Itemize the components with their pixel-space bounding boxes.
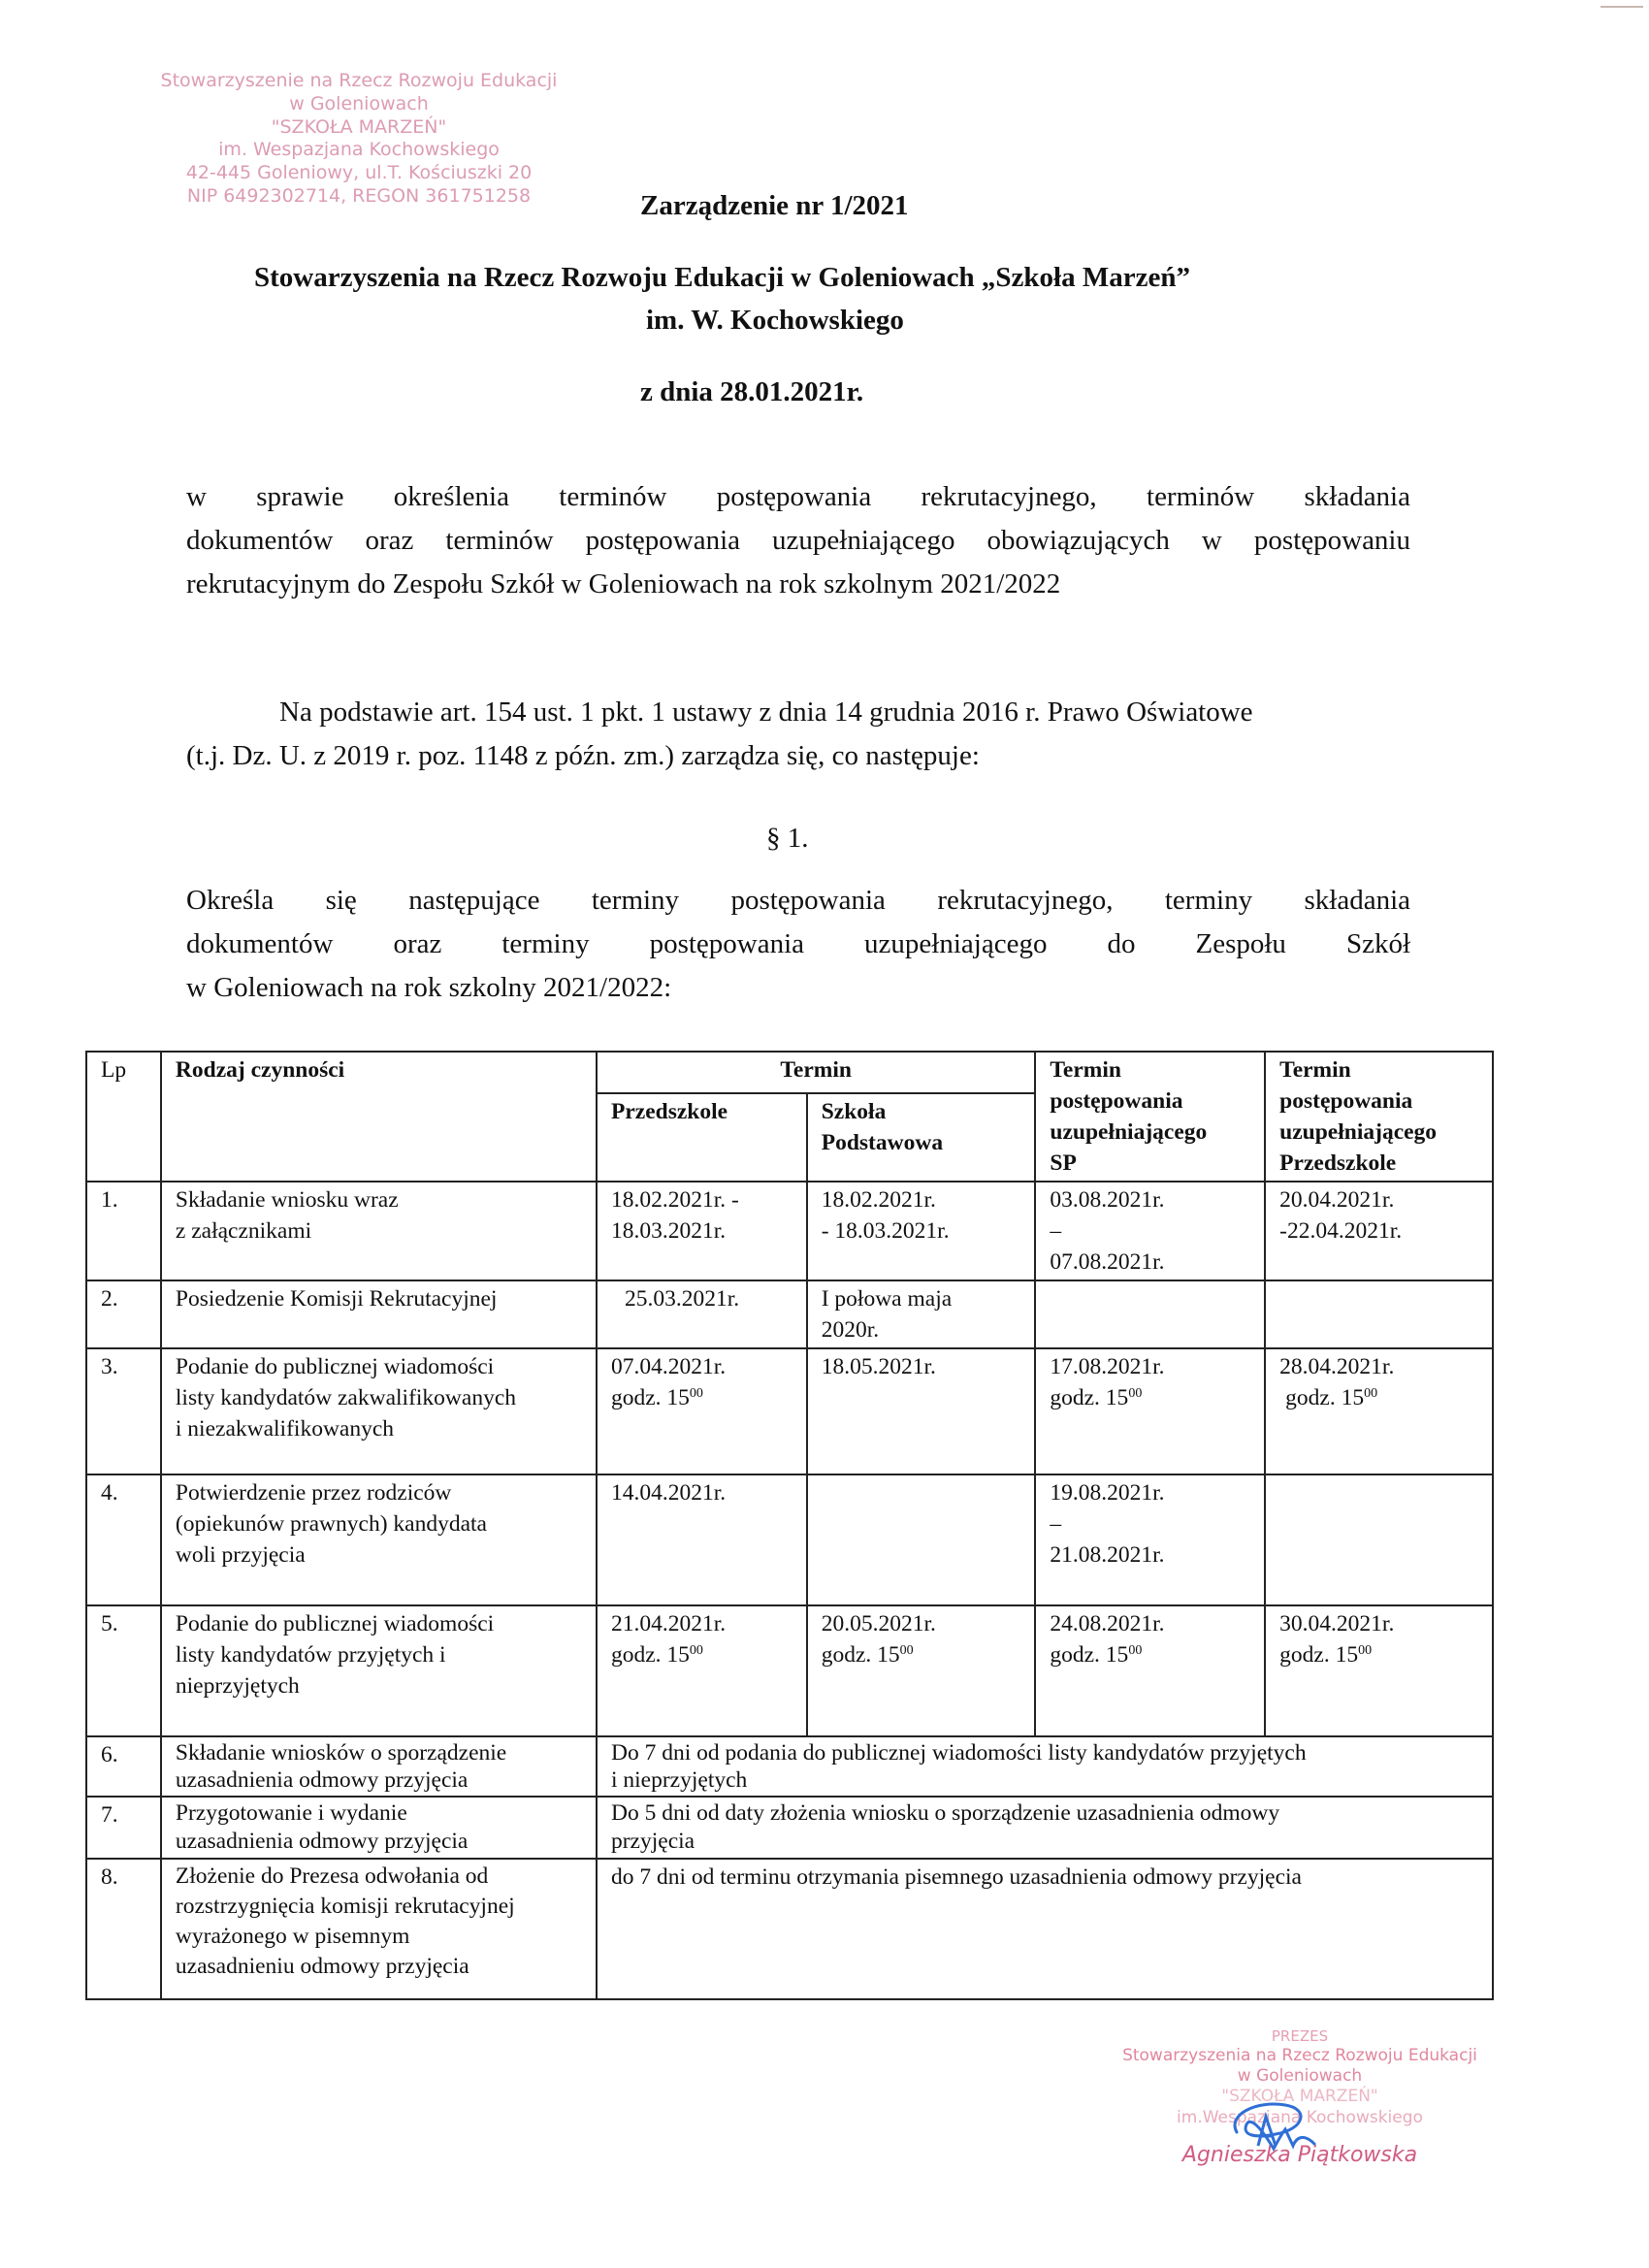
stamp-line: im. Wespazjana Kochowskiego [218, 139, 500, 161]
header-text: uzupełniającego [1279, 1119, 1438, 1145]
cell-supplementary-sp [1035, 1182, 1265, 1280]
cell-line: nieprzyjętych [175, 1673, 300, 1699]
cell-line: Przygotowanie i wydanie [175, 1800, 407, 1826]
header-supplementary-sp [1035, 1052, 1265, 1182]
row-number: 2. [86, 1280, 161, 1348]
row-number: 3. [86, 1348, 161, 1474]
cell-supplementary-sp [1035, 1280, 1265, 1348]
cell-line: 18.05.2021r. [821, 1354, 936, 1379]
cell-line [611, 1639, 792, 1670]
stamp-line: NIP 6492302714, REGON 361751258 [186, 184, 532, 207]
row-number: 4. [86, 1474, 161, 1605]
cell-line: 07.08.2021r. [1050, 1249, 1165, 1275]
cell-line: (opiekunów prawnych) kandydata [175, 1511, 487, 1537]
cell-line [1279, 1639, 1478, 1670]
cell-line: przyjęcia [610, 1829, 695, 1854]
header-text: Termin [1279, 1057, 1351, 1083]
cell-line: 17.08.2021r. [1050, 1354, 1165, 1379]
document-title: Zarządzenie nr 1/2021 [640, 190, 909, 221]
table-row [86, 1797, 1493, 1859]
section-line: Określa się następujące terminy postępowania rekrutacyjnego, terminy składania [186, 885, 1410, 916]
row-number: 6. [86, 1736, 161, 1797]
cell-merged-deadline [597, 1736, 1493, 1797]
cell-line: 19.08.2021r. [1050, 1480, 1165, 1506]
cell-primary-school [807, 1182, 1036, 1280]
header-termin: Termin [597, 1052, 1035, 1093]
cell-line: 20.05.2021r. [821, 1611, 936, 1636]
table-row [86, 1859, 1493, 1999]
time-minutes: 00 [899, 1643, 914, 1658]
row-activity [161, 1474, 597, 1605]
cell-primary-school [807, 1348, 1036, 1474]
stamp-line: "SZKOŁA MARZEŃ" [1221, 2087, 1378, 2107]
row-number: 5. [86, 1605, 161, 1736]
cell-line: 20.04.2021r. [1279, 1187, 1395, 1213]
header-lp: Lp [86, 1052, 161, 1182]
header-text: SP [1050, 1150, 1077, 1176]
section-line: w Goleniowach na rok szkolny 2021/2022: [186, 972, 672, 1003]
header-text: uzupełniającego [1050, 1119, 1208, 1145]
stamp-line: Stowarzyszenia na Rzecz Rozwoju Edukacji [1122, 2045, 1477, 2065]
recruitment-schedule-table [85, 1051, 1494, 2000]
time-minutes: 00 [1128, 1643, 1143, 1658]
cell-preschool [597, 1605, 807, 1736]
table-row [86, 1605, 1493, 1736]
cell-line: 28.04.2021r. [1279, 1354, 1395, 1379]
cell-supplementary-preschool [1265, 1348, 1493, 1474]
stamp-line: PREZES [1271, 2027, 1329, 2045]
time-minutes: 00 [1358, 1643, 1373, 1658]
section-paragraph [186, 879, 1410, 1010]
cell-line [1050, 1382, 1250, 1413]
cell-line: 21.04.2021r. [610, 1611, 727, 1636]
cell-supplementary-preschool [1265, 1280, 1493, 1348]
time-text: godz. 15 [610, 1385, 690, 1410]
legal-basis-line: Na podstawie art. 154 ust. 1 pkt. 1 ustawy z dnia 14 grudnia 2016 r. Prawo Oświatowe [279, 697, 1253, 728]
cell-line: z załącznikami [175, 1218, 312, 1244]
row-activity [161, 1797, 597, 1859]
time-text: godz. 15 [1285, 1385, 1365, 1410]
header-text: postępowania [1050, 1088, 1183, 1114]
cell-line: listy kandydatów zakwalifikowanych [175, 1385, 517, 1410]
table-row [86, 1182, 1493, 1280]
subject-line: rekrutacyjnym do Zespołu Szkół w Goleniowach na rok szkolnym 2021/2022 [186, 568, 1061, 599]
cell-line: 21.08.2021r. [1050, 1542, 1165, 1568]
header-activity: Rodzaj czynności [161, 1052, 597, 1182]
table-row [86, 1474, 1493, 1605]
time-minutes: 00 [1364, 1386, 1378, 1401]
cell-line: Do 5 dni od daty złożenia wniosku o sporządzenie uzasadnienia odmowy [610, 1800, 1280, 1826]
cell-line: 24.08.2021r. [1050, 1611, 1165, 1636]
cell-line: wyrażonego w pisemnym [175, 1924, 410, 1949]
cell-line: uzasadnienia odmowy przyjęcia [175, 1767, 469, 1793]
cell-line: woli przyjęcia [175, 1542, 306, 1568]
cell-line: i nieprzyjętych [610, 1767, 748, 1793]
header-text: Przedszkole [1279, 1150, 1397, 1176]
section-mark: § 1. [766, 823, 809, 854]
cell-line: i niezakwalifikowanych [175, 1416, 395, 1442]
cell-line: Składanie wniosku wraz [175, 1187, 399, 1213]
header-supplementary-preschool [1265, 1052, 1493, 1182]
cell-line: 03.08.2021r. [1050, 1187, 1165, 1213]
time-minutes: 00 [689, 1643, 703, 1658]
cell-line [1050, 1639, 1250, 1670]
row-activity [161, 1736, 597, 1797]
cell-line: Złożenie do Prezesa odwołania od [175, 1863, 489, 1889]
time-text: godz. 15 [821, 1642, 900, 1668]
issuer-line-2: im. W. Kochowskiego [646, 305, 904, 336]
header-primary-school [807, 1093, 1036, 1182]
cell-line: 18.02.2021r. - [610, 1187, 739, 1213]
subject-paragraph [186, 475, 1410, 606]
header-text: Szkoła [821, 1098, 887, 1124]
cell-line: 18.02.2021r. [821, 1187, 936, 1213]
row-activity [161, 1182, 597, 1280]
header-preschool: Przedszkole [597, 1093, 807, 1182]
stamp-line: 42-445 Goleniowy, ul.T. Kościuszki 20 [185, 162, 533, 183]
cell-merged-deadline [597, 1859, 1493, 1999]
cell-line: 2020r. [821, 1317, 880, 1343]
signatory-name: Agnieszka Piątkowska [1181, 2142, 1418, 2167]
time-text: godz. 15 [1050, 1385, 1129, 1410]
row-number: 8. [86, 1859, 161, 1999]
cell-merged-deadline [597, 1797, 1493, 1859]
cell-line: - 18.03.2021r. [821, 1218, 950, 1244]
subject-line: w sprawie określenia terminów postępowania rekrutacyjnego, terminów składania [186, 481, 1410, 512]
cell-line: Potwierdzenie przez rodziców [175, 1480, 452, 1506]
cell-line: do 7 dni od terminu otrzymania pisemnego uzasadnienia odmowy przyjęcia [610, 1864, 1302, 1890]
time-text: godz. 15 [1050, 1642, 1129, 1668]
table-row [86, 1280, 1493, 1348]
cell-line: – [1050, 1511, 1062, 1537]
scan-artifact-mark [1600, 6, 1643, 8]
cell-preschool: 14.04.2021r. [597, 1474, 807, 1605]
row-activity [161, 1605, 597, 1736]
subject-line: dokumentów oraz terminów postępowania uzupełniającego obowiązujących w postępowaniu [186, 525, 1410, 556]
cell-primary-school [807, 1474, 1036, 1605]
cell-preschool [597, 1182, 807, 1280]
document-date: z dnia 28.01.2021r. [640, 376, 864, 407]
cell-line: 18.03.2021r. [610, 1218, 727, 1244]
issuer-line-1: Stowarzyszenia na Rzecz Rozwoju Edukacji w Goleniowach „Szkoła Marzeń” [254, 262, 1190, 293]
cell-supplementary-preschool [1265, 1474, 1493, 1605]
cell-supplementary-preschool [1265, 1182, 1493, 1280]
cell-line: Do 7 dni od podania do publicznej wiadomości listy kandydatów przyjętych [610, 1740, 1307, 1766]
cell-line: listy kandydatów przyjętych i [175, 1642, 446, 1668]
cell-line: Podanie do publicznej wiadomości [175, 1611, 495, 1636]
time-text: godz. 15 [1279, 1642, 1359, 1668]
row-activity [161, 1859, 597, 1999]
cell-line: 07.04.2021r. [610, 1354, 727, 1379]
cell-line: 30.04.2021r. [1279, 1611, 1395, 1636]
cell-preschool [597, 1348, 807, 1474]
organization-stamp [146, 70, 572, 209]
section-line: dokumentów oraz terminy postępowania uzupełniającego do Zespołu Szkół [186, 928, 1410, 959]
cell-supplementary-preschool [1265, 1605, 1493, 1736]
cell-line: – [1050, 1218, 1062, 1244]
cell-supplementary-sp [1035, 1605, 1265, 1736]
table-header-row [86, 1052, 1493, 1093]
cell-primary-school [807, 1605, 1036, 1736]
table-row [86, 1736, 1493, 1797]
cell-line: uzasadnienia odmowy przyjęcia [175, 1829, 469, 1854]
table-row [86, 1348, 1493, 1474]
handwritten-signature-icon [1217, 2095, 1334, 2163]
cell-line [611, 1382, 792, 1413]
stamp-line: im.Wespazjana Kochowskiego [1177, 2107, 1423, 2127]
cell-line: uzasadnieniu odmowy przyjęcia [175, 1954, 469, 1979]
header-text: Termin [1050, 1057, 1121, 1083]
time-minutes: 00 [689, 1386, 703, 1401]
header-text: Podstawowa [821, 1129, 944, 1155]
cell-primary-school [807, 1280, 1036, 1348]
cell-line: Składanie wniosków o sporządzenie [175, 1740, 507, 1766]
cell-supplementary-sp [1035, 1348, 1265, 1474]
cell-line: rozstrzygnięcia komisji rekrutacyjnej [175, 1894, 515, 1919]
row-activity [161, 1348, 597, 1474]
time-minutes: 00 [1128, 1386, 1143, 1401]
cell-line: I połowa maja [821, 1286, 953, 1312]
header-text: postępowania [1279, 1088, 1413, 1114]
legal-basis-line: (t.j. Dz. U. z 2019 r. poz. 1148 z późn. zm.) zarządza się, co następuje: [186, 740, 980, 771]
stamp-line: w Goleniowach [289, 92, 429, 114]
time-text: godz. 15 [610, 1642, 690, 1668]
cell-preschool: 25.03.2021r. [597, 1280, 807, 1348]
row-number: 1. [86, 1182, 161, 1280]
cell-line [822, 1639, 1021, 1670]
stamp-line: Stowarzyszenie na Rzecz Rozwoju Edukacji [160, 70, 558, 91]
cell-line: Podanie do publicznej wiadomości [175, 1354, 495, 1379]
cell-line: -22.04.2021r. [1279, 1218, 1403, 1244]
cell-supplementary-sp [1035, 1474, 1265, 1605]
legal-basis-paragraph [186, 691, 1410, 778]
stamp-line: "SZKOŁA MARZEŃ" [271, 115, 447, 138]
cell-line [1279, 1382, 1478, 1413]
row-number: 7. [86, 1797, 161, 1859]
row-activity: Posiedzenie Komisji Rekrutacyjnej [161, 1280, 597, 1348]
stamp-line: w Goleniowach [1237, 2066, 1363, 2086]
